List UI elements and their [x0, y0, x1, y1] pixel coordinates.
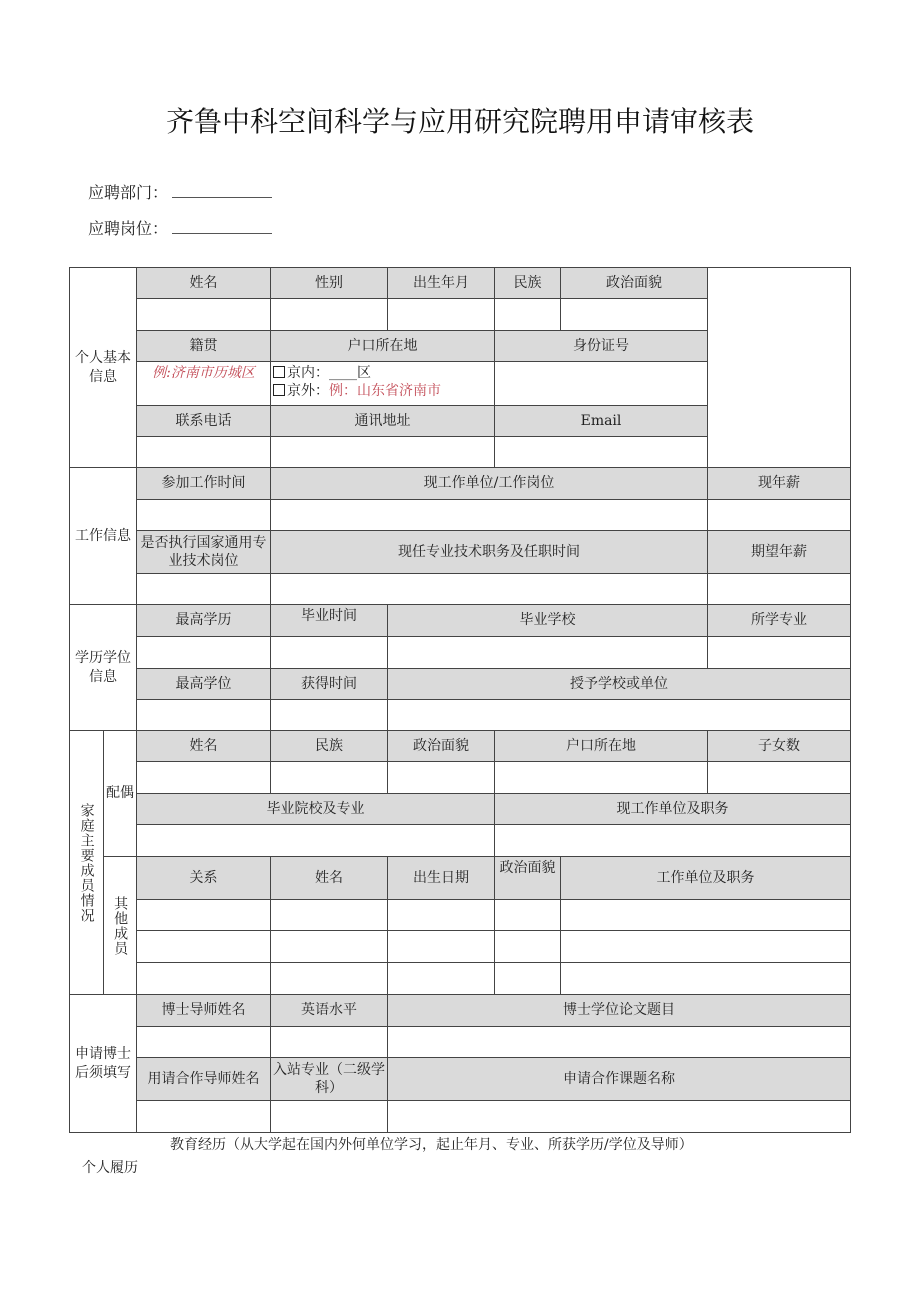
member1-relation[interactable]	[136, 899, 271, 931]
children-field[interactable]	[707, 761, 851, 794]
member1-name[interactable]	[270, 899, 388, 931]
h-salary: 现年薪	[707, 467, 851, 500]
apply-dept-label: 应聘部门：	[88, 183, 169, 202]
major-field[interactable]	[707, 636, 851, 669]
resume-note: 教育经历（从大学起在国内外何单位学习，起止年月、专业、所获学历/学位及导师）	[170, 1137, 693, 1153]
h-member-unit: 工作单位及职务	[560, 856, 851, 900]
native-field[interactable]	[136, 361, 271, 406]
spouse-unit-field[interactable]	[494, 824, 851, 857]
member2-name[interactable]	[270, 930, 388, 963]
section-work: 工作信息	[69, 467, 137, 605]
h-phone: 联系电话	[136, 405, 271, 437]
obtain-time-field[interactable]	[270, 699, 388, 731]
school-field[interactable]	[387, 636, 708, 669]
h-work-start: 参加工作时间	[136, 467, 271, 500]
work-start-field[interactable]	[136, 499, 271, 531]
h-station-major: 入站专业（二级学科）	[270, 1057, 388, 1101]
apply-post	[88, 216, 272, 239]
general-post-field[interactable]	[136, 573, 271, 605]
h-id: 身份证号	[494, 330, 708, 362]
apply-post-field[interactable]	[172, 219, 272, 234]
h-major: 所学专业	[707, 604, 851, 637]
h-native: 籍贯	[136, 330, 271, 362]
section-basic: 个人基本信息	[69, 267, 137, 468]
h-expect-salary: 期望年薪	[707, 530, 851, 574]
project-field[interactable]	[387, 1100, 851, 1133]
resume-label: 个人履历	[82, 1160, 138, 1176]
member2-birth[interactable]	[387, 930, 495, 963]
h-ethnic: 民族	[494, 267, 561, 299]
english-field[interactable]	[270, 1026, 388, 1058]
advisor-field[interactable]	[136, 1026, 271, 1058]
h-thesis: 博士学位论文题目	[387, 994, 851, 1027]
h-address: 通讯地址	[270, 405, 495, 437]
h-edu: 最高学历	[136, 604, 271, 637]
page-title: 齐鲁中科空间科学与应用研究院聘用申请审核表	[165, 105, 754, 138]
hukou-out-checkbox[interactable]	[273, 384, 285, 396]
photo-box[interactable]	[707, 267, 851, 468]
h-work-unit: 现工作单位/工作岗位	[270, 467, 708, 500]
edu-field[interactable]	[136, 636, 271, 669]
h-grad-time: 毕业时间	[270, 604, 388, 637]
h-spouse-ethnic: 民族	[270, 730, 388, 762]
member1-political[interactable]	[494, 899, 561, 931]
section-family: 家庭主要成员情况	[69, 730, 104, 995]
hukou-out-example: 例：山东省济南市	[329, 383, 441, 400]
member3-name[interactable]	[270, 962, 388, 995]
h-hukou: 户口所在地	[270, 330, 495, 362]
hukou-in-row[interactable]	[273, 364, 371, 382]
member3-political[interactable]	[494, 962, 561, 995]
h-school: 毕业学校	[387, 604, 708, 637]
h-birth: 出生年月	[387, 267, 495, 299]
h-email: Email	[494, 405, 708, 437]
hukou-in-label: 京内：____区	[287, 365, 371, 381]
h-tech-title: 现任专业技术职务及任职时间	[270, 530, 708, 574]
station-major-field[interactable]	[270, 1100, 388, 1133]
expect-salary-field[interactable]	[707, 573, 851, 605]
spouse-political-field[interactable]	[387, 761, 495, 794]
h-gender: 性别	[270, 267, 388, 299]
member3-birth[interactable]	[387, 962, 495, 995]
work-unit-field[interactable]	[270, 499, 708, 531]
h-project: 申请合作课题名称	[387, 1057, 851, 1101]
h-spouse-hukou: 户口所在地	[494, 730, 708, 762]
member3-unit[interactable]	[560, 962, 851, 995]
h-name: 姓名	[136, 267, 271, 299]
apply-dept-field[interactable]	[172, 183, 272, 198]
ethnic-field[interactable]	[494, 298, 561, 331]
thesis-field[interactable]	[387, 1026, 851, 1058]
co-advisor-field[interactable]	[136, 1100, 271, 1133]
h-advisor: 博士导师姓名	[136, 994, 271, 1027]
spouse-hukou-field[interactable]	[494, 761, 708, 794]
birth-field[interactable]	[387, 298, 495, 331]
degree-field[interactable]	[136, 699, 271, 731]
native-example: 例:济南市历城区	[152, 365, 255, 381]
grad-time-field[interactable]	[270, 636, 388, 669]
hukou-field[interactable]	[270, 361, 495, 406]
h-spouse-school: 毕业院校及专业	[136, 793, 495, 825]
h-member-name: 姓名	[270, 856, 388, 900]
h-member-birth: 出生日期	[387, 856, 495, 900]
h-spouse-name: 姓名	[136, 730, 271, 762]
email-field[interactable]	[494, 436, 708, 468]
h-obtain-time: 获得时间	[270, 668, 388, 700]
h-general-post: 是否执行国家通用专业技术岗位	[136, 530, 271, 574]
spouse-label: 配偶	[103, 730, 137, 857]
address-field[interactable]	[270, 436, 495, 468]
member2-political[interactable]	[494, 930, 561, 963]
h-degree: 最高学位	[136, 668, 271, 700]
grant-unit-field[interactable]	[387, 699, 851, 731]
section-postdoc: 申请博士后须填写	[69, 994, 137, 1133]
member1-unit[interactable]	[560, 899, 851, 931]
h-english: 英语水平	[270, 994, 388, 1027]
spouse-name-field[interactable]	[136, 761, 271, 794]
member1-birth[interactable]	[387, 899, 495, 931]
h-spouse-political: 政治面貌	[387, 730, 495, 762]
member3-relation[interactable]	[136, 962, 271, 995]
gender-field[interactable]	[270, 298, 388, 331]
member2-unit[interactable]	[560, 930, 851, 963]
h-co-advisor: 用请合作导师姓名	[136, 1057, 271, 1101]
spouse-school-field[interactable]	[136, 824, 495, 857]
hukou-out-label: 京外：	[287, 383, 329, 400]
member2-relation[interactable]	[136, 930, 271, 963]
tech-title-field[interactable]	[270, 573, 708, 605]
salary-field[interactable]	[707, 499, 851, 531]
h-member-political: 政治面貌	[494, 856, 561, 900]
hukou-out-row[interactable]	[273, 382, 441, 400]
hukou-in-checkbox[interactable]	[273, 366, 285, 378]
h-spouse-unit: 现工作单位及职务	[494, 793, 851, 825]
name-field[interactable]	[136, 298, 271, 331]
id-field[interactable]	[494, 361, 708, 406]
h-relation: 关系	[136, 856, 271, 900]
phone-field[interactable]	[136, 436, 271, 468]
h-grant-unit: 授予学校或单位	[387, 668, 851, 700]
h-political: 政治面貌	[560, 267, 708, 299]
apply-dept	[88, 180, 272, 203]
h-children: 子女数	[707, 730, 851, 762]
spouse-ethnic-field[interactable]	[270, 761, 388, 794]
others-label: 其他成员	[103, 856, 137, 995]
apply-post-label: 应聘岗位：	[88, 219, 169, 238]
political-field[interactable]	[560, 298, 708, 331]
section-edu: 学历学位信息	[69, 604, 137, 731]
